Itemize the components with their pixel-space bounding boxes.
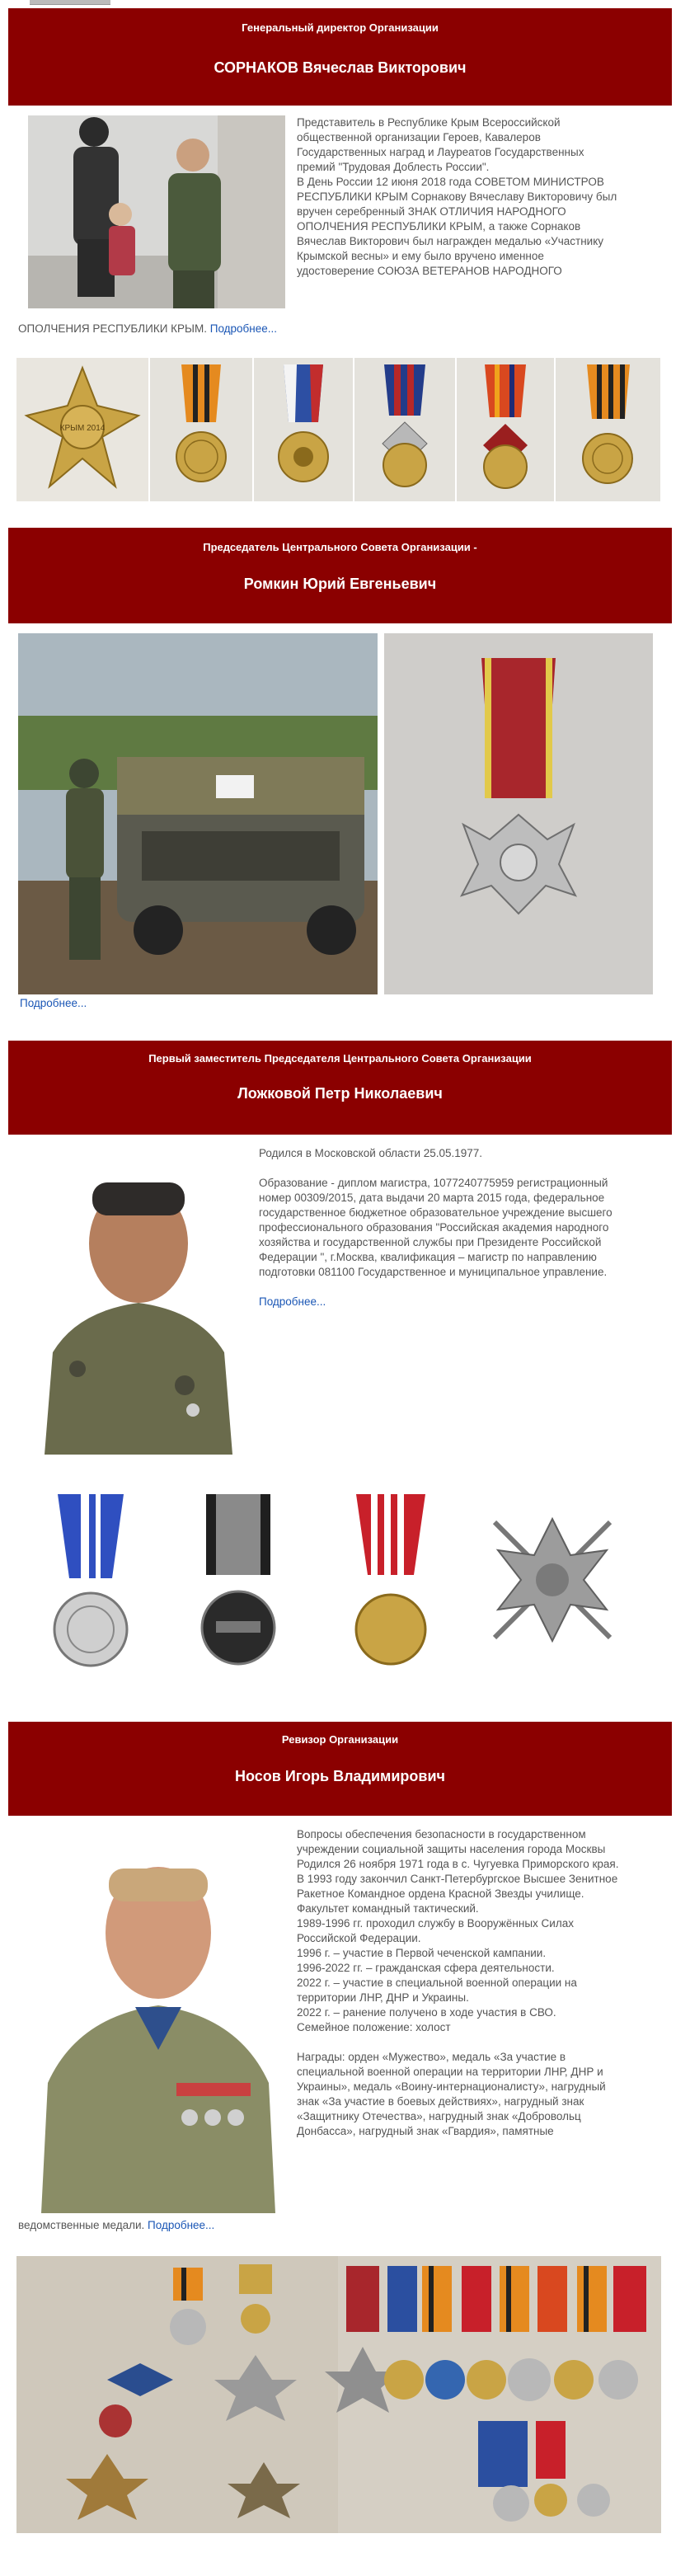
medal-ribbon-tricolor xyxy=(254,358,353,501)
medal-ribbon-redblue xyxy=(354,358,455,501)
cross-with-swords xyxy=(495,1519,610,1641)
director-photo xyxy=(28,115,285,308)
chairman-role: Председатель Центрального Совета Организации - xyxy=(203,541,477,553)
auditor-role: Ревизор Организации xyxy=(281,1733,399,1746)
chairman-photo xyxy=(18,633,378,994)
director-name: СОРНАКОВ Вячеслав Викторович xyxy=(214,59,467,76)
deputy-text: Родился в Московской области 25.05.1977. Образование - диплом магистра, 1077240775959 регистрационный номер 00309/2015, дата выдачи 20 марта 2015 года, федеральное государственное бюджетное образовательное учреждение высшего профессионального образования "Российская академия народного хозяйства и государственной службы при Президенте Российской Федерации ", г.Москва, квалификация – магистр по направлению подготовки 081100 Государственное и муниципальное управление. Подробнее... xyxy=(259,1146,668,1309)
deputy-more-link[interactable]: Подробнее... xyxy=(259,1295,326,1308)
crimea-cross xyxy=(16,358,148,501)
auditor-text: Вопросы обеспечения безопасности в государственном учреждении социальной защиты населения города Москвы Родился 26 ноября 1971 года в с. Чугуевка Приморского края. В 1993 году закончил Санкт-Петербургское Высшее Зенитное Ракетное Командное ордена Красной Звезды училище. Факультет командный тактический. 1989-1996 гг. проходил службу в Вооружённых Силах Российской Федерации. 1996 г. – участие в Первой чеченской кампании. 1996-2022 гг. – гражданская сфера деятельности. 2022 г. – участие в специальной военной операции на территории ЛНР, ДНР и Украины. 2022 г. – ранение получено в ходе участия в СВО. Семейное положение: холост Награды: орден «Мужество», медаль «За участие в специальной военной операции на территории ЛНР, ДНР и Украины», медаль «Воину-интернационалисту», нагрудный знак «За участие в боевых действиях», нагрудный знак «Защитнику Отечества», нагрудный знак «Добровольц Донбасса», нагрудный знак «Гвардия», памятные xyxy=(297,1828,619,2137)
deputy-name: Ложковой Петр Николаевич xyxy=(237,1085,443,1102)
svg-text:КРЫМ 2014: КРЫМ 2014 xyxy=(59,424,106,433)
medal-ribbon-orange xyxy=(150,358,252,501)
medal-black xyxy=(202,1494,275,1664)
auditor-banner xyxy=(8,1722,672,1816)
director-role: Генеральный директор Организации xyxy=(242,21,439,34)
director-text-tail: ОПОЛЧЕНИЯ РЕСПУБЛИКИ КРЫМ. Подробнее... xyxy=(18,322,277,335)
deputy-role: Первый заместитель Председателя Центрального Совета Организации xyxy=(148,1052,532,1065)
chairman-more-link[interactable]: Подробнее... xyxy=(20,997,87,1009)
medal-ribbon-orange-red xyxy=(457,358,554,501)
auditor-text-tail: ведомственные медали. Подробнее... xyxy=(18,2219,215,2231)
auditor-photo xyxy=(28,1836,289,2213)
chairman-banner xyxy=(8,528,672,623)
director-banner xyxy=(8,8,672,106)
deputy-banner xyxy=(8,1041,672,1135)
director-text: Представитель в Республике Крым Всероссийской общественной организации Героев, Кавалеров Государственных наград и Лауреатов Государственных премий "Трудовая Доблесть России". В День России 12 июня 2018 года СОВЕТОМ МИНИСТРОВ РЕСПУБЛИКИ КРЫМ Сорнакову Вячеславу Викторовичу был вручен серебренный ЗНАК ОТЛИЧИЯ НАРОДНОГО ОПОЛЧЕНИЯ РЕСПУБЛИКИ КРЫМ, а также Сорнаков Вячеслав Викторович был награжден медалью «Участнику Крымской весны» и ему было вручено именное удостоверение СОЮЗА ВЕТЕРАНОВ НАРОДНОГО xyxy=(297,116,617,277)
director-more-link[interactable]: Подробнее... xyxy=(209,322,277,335)
auditor-more-link[interactable]: Подробнее... xyxy=(148,2219,215,2231)
chairman-name: Ромкин Юрий Евгеньевич xyxy=(243,576,437,592)
top-logo-fragment xyxy=(30,0,110,5)
chairman-more-wrap xyxy=(20,996,87,1011)
chairman-order-photo xyxy=(384,633,653,994)
medal-red-stripes xyxy=(356,1494,425,1664)
deputy-medals xyxy=(33,1489,659,1687)
director-medals xyxy=(16,358,660,501)
auditor-name: Носов Игорь Владимирович xyxy=(235,1768,445,1784)
auditor-medals xyxy=(16,2256,661,2533)
deputy-photo xyxy=(28,1171,249,1455)
deputy-born: Родился в Московской области 25.05.1977. xyxy=(259,1147,483,1159)
medal-blue xyxy=(54,1494,127,1666)
medal-ribbon-st-george xyxy=(556,358,660,501)
